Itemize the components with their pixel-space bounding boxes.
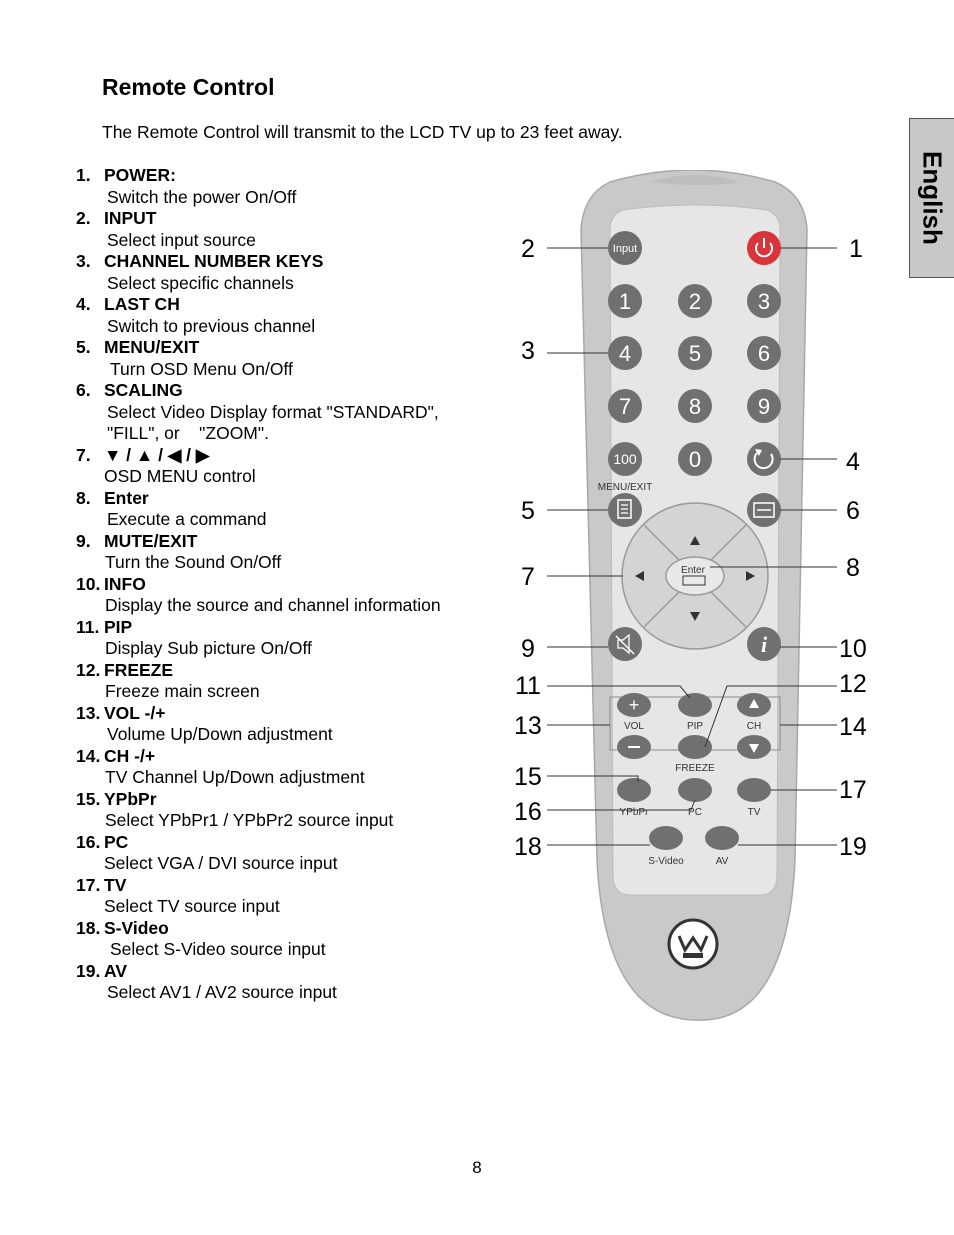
- item-number: 13.: [76, 702, 101, 723]
- language-tab-label: English: [917, 151, 948, 245]
- brand-logo: [669, 920, 717, 968]
- digit-key: 8: [688, 394, 702, 419]
- item-description: Select Video Display format "STANDARD",: [107, 401, 439, 422]
- item-number: 10.: [76, 573, 101, 594]
- item-heading: MUTE/EXIT: [104, 530, 198, 551]
- list-item: [76, 488, 496, 531]
- item-heading: POWER:: [104, 165, 176, 185]
- mute-button: [608, 627, 642, 661]
- callout-number: 3: [521, 337, 535, 365]
- item-heading: YPbPr: [104, 788, 157, 809]
- item-number: 15.: [76, 788, 101, 809]
- page-number: 8: [472, 1158, 482, 1177]
- ypbpr-label: YPbPr: [619, 807, 649, 818]
- item-heading: ▼ / ▲ / ◀ / ▶: [104, 444, 210, 465]
- av-button: [705, 826, 739, 850]
- item-heading: INPUT: [104, 208, 157, 228]
- intro-text: The Remote Control will transmit to the LCD TV up to 23 feet away.: [102, 122, 623, 142]
- list-item: [76, 617, 496, 660]
- list-item: [76, 660, 496, 703]
- list-item: [76, 875, 496, 918]
- item-description: Select YPbPr1 / YPbPr2 source input: [105, 810, 394, 830]
- list-item: [76, 251, 496, 294]
- callout-number: 18: [514, 833, 542, 861]
- item-description: Select TV source input: [104, 896, 280, 916]
- pip-label: PIP: [686, 721, 704, 732]
- list-item: [76, 445, 496, 488]
- item-description: Display Sub picture On/Off: [105, 638, 312, 658]
- list-item: [76, 574, 496, 617]
- item-heading: VOL -/+: [104, 702, 166, 723]
- item-number: 5.: [76, 337, 91, 357]
- info-icon: i: [760, 632, 768, 657]
- item-number: 1.: [76, 165, 91, 185]
- vol-label: VOL: [623, 721, 645, 732]
- digit-key: 9: [757, 394, 771, 419]
- callout-number: 8: [846, 554, 860, 582]
- button-description-list: [76, 165, 496, 1004]
- item-description: Switch to previous channel: [107, 315, 316, 336]
- pc-button: [678, 778, 712, 802]
- power-button: [747, 231, 781, 265]
- item-number: 4.: [76, 294, 91, 314]
- item-description: Select specific channels: [107, 272, 294, 293]
- digit-key: 0: [688, 447, 702, 472]
- callout-number: 12: [839, 670, 867, 698]
- item-heading: FREEZE: [104, 659, 174, 680]
- digit-key: 6: [757, 341, 771, 366]
- item-description: Select VGA / DVI source input: [104, 853, 338, 873]
- item-description: Display the source and channel information: [105, 595, 441, 615]
- freeze-button: [678, 735, 712, 759]
- tv-label: TV: [747, 807, 761, 818]
- svideo-button: [649, 826, 683, 850]
- callout-number: 9: [521, 635, 535, 663]
- callout-number: 6: [846, 497, 860, 525]
- item-description: Select input source: [107, 229, 256, 250]
- list-item: [76, 703, 496, 746]
- list-item: [76, 337, 496, 380]
- list-item: [76, 746, 496, 789]
- list-item: [76, 789, 496, 832]
- input-button-label: Input: [612, 243, 638, 255]
- language-tab: [909, 118, 954, 278]
- list-item: [76, 294, 496, 337]
- ch-label: CH: [746, 721, 762, 732]
- callout-number: 4: [846, 448, 860, 476]
- pc-label: PC: [688, 807, 702, 818]
- menu-exit-button: [608, 493, 642, 527]
- callout-number: 10: [839, 635, 867, 663]
- item-description: Turn OSD Menu On/Off: [110, 358, 293, 379]
- page-title: Remote Control: [102, 74, 275, 100]
- list-item: [76, 165, 496, 208]
- item-heading: MENU/EXIT: [104, 337, 200, 357]
- item-heading: SCALING: [104, 380, 183, 400]
- item-heading: TV: [104, 874, 127, 895]
- ypbpr-button: [617, 778, 651, 802]
- item-description: Execute a command: [107, 509, 267, 529]
- digit-key: 7: [618, 394, 632, 419]
- item-number: 12.: [76, 659, 101, 680]
- svg-text:+: +: [628, 695, 640, 715]
- navigation-pad: [622, 503, 768, 649]
- digit-key: 1: [618, 289, 632, 314]
- callout-number: 13: [514, 712, 542, 740]
- callout-number: 11: [515, 672, 541, 700]
- callout-number: 17: [839, 776, 867, 804]
- item-number: 9.: [76, 530, 91, 551]
- hundred-key: 100: [613, 451, 637, 467]
- item-description: Turn the Sound On/Off: [105, 552, 282, 572]
- list-item: [76, 961, 496, 1004]
- item-number: 16.: [76, 831, 101, 852]
- item-heading: PC: [104, 831, 129, 852]
- callout-number: 19: [839, 833, 867, 861]
- callout-number: 16: [514, 798, 542, 826]
- menu-exit-label: MENU/EXIT: [597, 482, 653, 493]
- item-heading: LAST CH: [104, 294, 180, 314]
- item-description-line-2: "FILL", or "ZOOM".: [107, 423, 269, 443]
- enter-label: Enter: [681, 565, 705, 576]
- item-number: 19.: [76, 960, 101, 981]
- scaling-button: [747, 493, 781, 527]
- item-heading: INFO: [104, 573, 146, 594]
- input-button: [608, 231, 642, 265]
- item-number: 6.: [76, 380, 91, 400]
- item-heading: AV: [104, 960, 128, 981]
- item-number: 7.: [76, 444, 91, 465]
- item-heading: S-Video: [104, 917, 169, 938]
- callout-number: 7: [521, 563, 535, 591]
- item-number: 17.: [76, 874, 101, 895]
- info-button: [747, 627, 781, 661]
- item-description: OSD MENU control: [104, 466, 256, 486]
- item-number: 2.: [76, 208, 91, 228]
- av-label: AV: [715, 856, 729, 867]
- item-description: TV Channel Up/Down adjustment: [105, 767, 365, 787]
- item-heading: PIP: [104, 616, 133, 637]
- item-number: 8.: [76, 487, 91, 508]
- freeze-label: FREEZE: [675, 763, 715, 774]
- item-heading: CH -/+: [104, 745, 156, 766]
- item-number: 14.: [76, 745, 101, 766]
- callout-number: 1: [849, 235, 863, 263]
- digit-key: 4: [618, 341, 632, 366]
- item-description: Freeze main screen: [105, 681, 260, 701]
- last-ch-button: [747, 442, 781, 476]
- pip-button: [678, 693, 712, 717]
- item-heading: Enter: [104, 487, 149, 508]
- callout-number: 5: [521, 497, 535, 525]
- item-number: 11.: [76, 616, 100, 637]
- svideo-label: S-Video: [648, 856, 684, 867]
- item-number: 3.: [76, 251, 91, 271]
- digit-key: 3: [757, 289, 771, 314]
- callout-number: 14: [839, 713, 867, 741]
- item-description: Select S-Video source input: [110, 939, 326, 959]
- list-item: [76, 208, 496, 251]
- item-description: Select AV1 / AV2 source input: [107, 982, 337, 1002]
- list-item: [76, 380, 496, 445]
- digit-key: 2: [688, 289, 702, 314]
- tv-button: [737, 778, 771, 802]
- callout-number: 15: [514, 763, 542, 791]
- item-description: Switch the power On/Off: [107, 186, 297, 207]
- item-number: 18.: [76, 917, 101, 938]
- list-item: [76, 832, 496, 875]
- item-description: Volume Up/Down adjustment: [107, 724, 333, 744]
- callout-number: 2: [521, 235, 535, 263]
- digit-key: 5: [688, 341, 702, 366]
- item-heading: CHANNEL NUMBER KEYS: [104, 251, 324, 271]
- list-item: [76, 918, 496, 961]
- list-item: [76, 531, 496, 574]
- remote-control-illustration: [505, 170, 885, 1030]
